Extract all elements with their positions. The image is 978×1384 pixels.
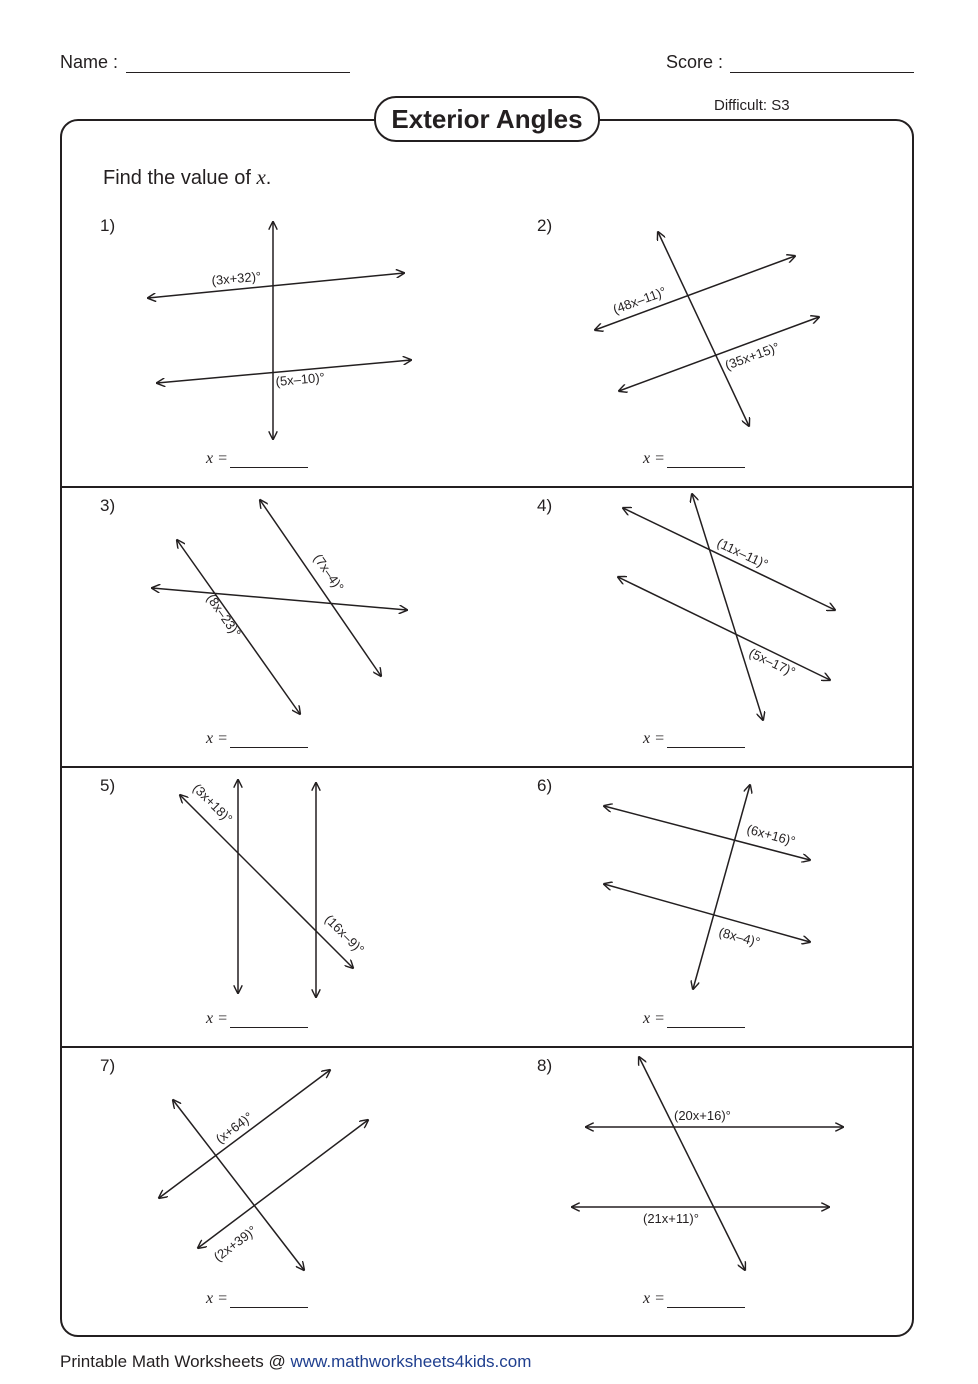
line	[152, 588, 407, 610]
angle-label: (6x+16)°	[745, 821, 798, 849]
line	[595, 256, 795, 330]
angle-label: (7x–4)°	[310, 551, 347, 595]
angle-label: (x+64)°	[212, 1108, 256, 1147]
angle-label: (5x–10)°	[274, 369, 326, 389]
angle-label: (3x+18)°	[189, 780, 236, 827]
name-label: Name :	[60, 52, 119, 72]
score-label: Score :	[666, 52, 724, 72]
difficulty-label: Difficult: S3	[714, 97, 790, 114]
angle-label: (20x+16)°	[674, 1108, 731, 1123]
angle-label: (35x+15)°	[722, 339, 782, 373]
line	[148, 273, 404, 298]
line	[604, 884, 810, 942]
answer-label: x =	[206, 450, 228, 467]
problem-number-4: 4)	[537, 496, 553, 515]
problem-number-6: 6)	[537, 776, 553, 795]
problem-number-8: 8)	[537, 1056, 553, 1075]
footer-link[interactable]: www.mathworksheets4kids.com	[290, 1352, 532, 1371]
answer-label: x =	[206, 730, 228, 747]
problem-number-2: 2)	[537, 216, 553, 235]
angle-label: (11x–11)°	[714, 535, 771, 572]
problem-number-3: 3)	[100, 496, 116, 515]
line	[180, 795, 353, 968]
line	[260, 500, 381, 676]
angle-label: (3x+32)°	[210, 268, 262, 288]
answer-label: x =	[643, 1290, 665, 1307]
angle-label: (16x–9)°	[321, 911, 368, 957]
angle-label: (2x+39)°	[210, 1222, 260, 1265]
answer-label: x =	[643, 450, 665, 467]
angle-label: (21x+11)°	[643, 1211, 699, 1226]
answer-label: x =	[206, 1010, 228, 1027]
angle-label: (8x–23)°	[203, 591, 245, 641]
line	[658, 232, 749, 426]
line	[619, 317, 819, 391]
footer-text: Printable Math Worksheets @	[60, 1352, 291, 1371]
answer-label: x =	[206, 1290, 228, 1307]
line	[692, 494, 763, 720]
problem-number-1: 1)	[100, 216, 116, 235]
page-title: Exterior Angles	[374, 96, 600, 142]
line	[693, 785, 750, 989]
problem-number-5: 5)	[100, 776, 116, 795]
angle-label: (5x–17)°	[746, 645, 798, 680]
line	[639, 1057, 745, 1270]
instruction-variable: x	[256, 165, 266, 189]
angle-label: (8x–4)°	[717, 924, 762, 950]
line	[159, 1070, 330, 1198]
angle-label: (48x–11)°	[610, 283, 669, 317]
answer-label: x =	[643, 1010, 665, 1027]
instruction-text: Find the value of	[103, 167, 257, 189]
instruction-end: .	[265, 167, 272, 189]
footer	[60, 1352, 531, 1372]
problem-number-7: 7)	[100, 1056, 116, 1075]
answer-label: x =	[643, 730, 665, 747]
